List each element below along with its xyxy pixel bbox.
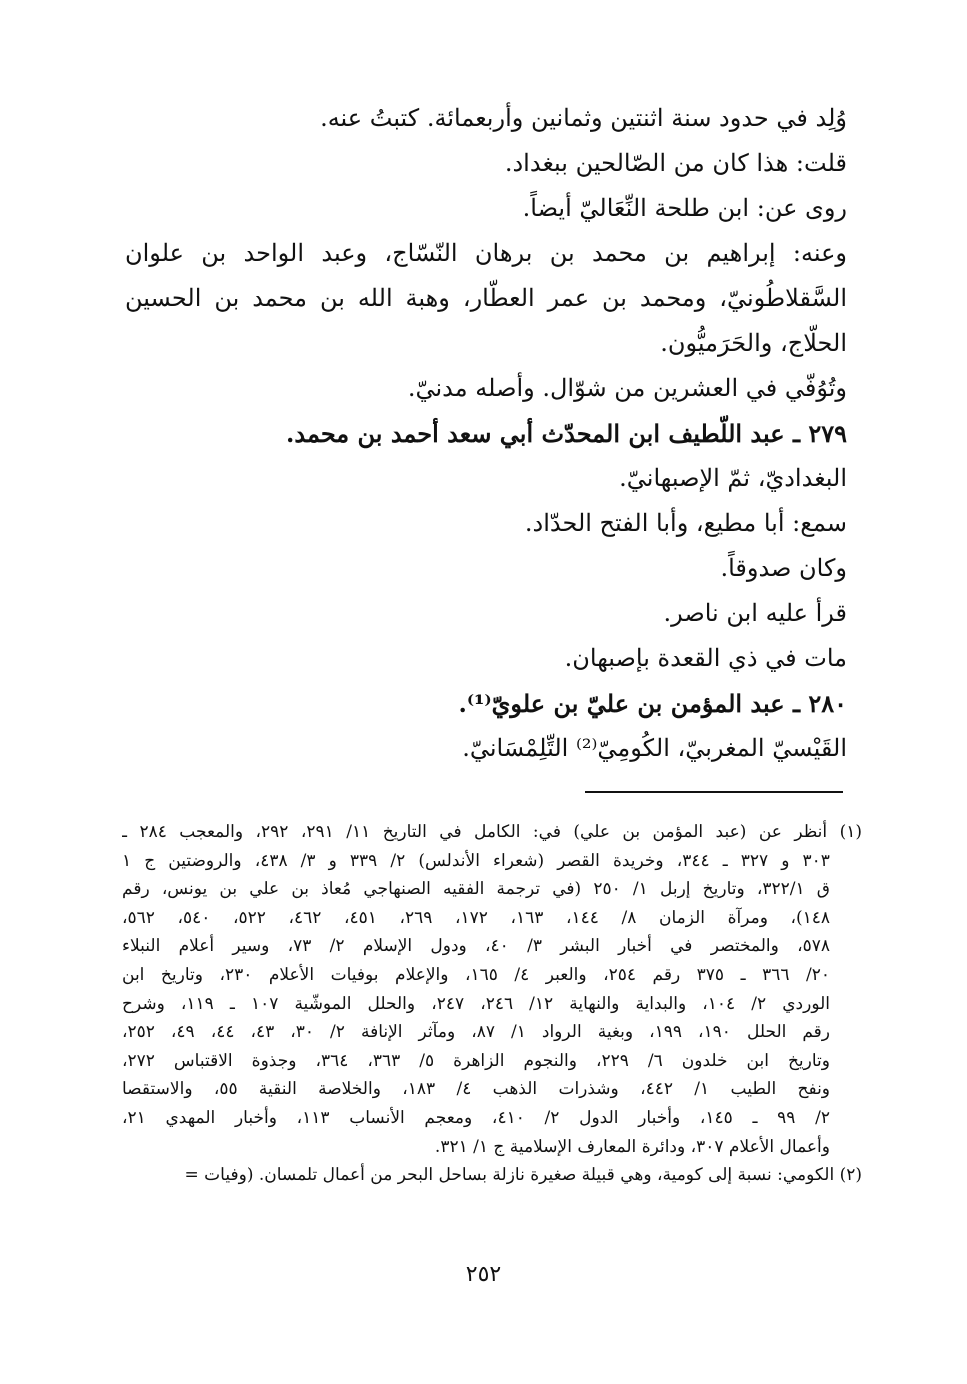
footnote-line: رقم الحلل ١٩٠، ١٩٩، وبغية الرواد ١/ ٨٧، ومآثر الإنافة ٢/ ٣٠، ٤٣، ٤٤، ٤٩، ٢٥٢، bbox=[122, 1022, 831, 1043]
text-line: وعنه: إبراهيم بن محمد بن برهان النّسّاج، وعبد الواحد بن علوان bbox=[125, 239, 847, 267]
footnote-line: وتاريخ ابن خلدون ٦/ ٢٢٩، والنجوم الزاهرة ٥/ ٣٦٣، ٣٦٤، وجذوة الاقتباس ٢٧٢، bbox=[122, 1050, 830, 1071]
text-line: مات في ذي القعدة بإصبهان. bbox=[564, 644, 847, 672]
text-line: السَّقلاطُونيّ، ومحمد بن عمر العطّار، وهبة الله بن محمد بن الحسين bbox=[125, 284, 847, 312]
footnote-line: ٣٠٣ و ٣٢٧ ـ ٣٤٤، وخريدة القصر (شعراء الأندلس) ٢/ ٣٣٩ و ٣/ ٤٣٨، والروضتين ج ١ bbox=[122, 850, 830, 871]
footnote-line: (٢) الكومي: نسبة إلى كومية، وهي قبيلة صغيرة نازلة بساحل البحر من أعمال تلمسان. (وفيات = bbox=[184, 1165, 862, 1186]
footnote-line: ١٤٨)، ومرآة الزمان ٨/ ١٤٤، ١٦٣، ١٧٢، ٢٦٩، ٤٥١، ٤٦٢، ٥٢٢، ٥٤٠، ٥٦٢، bbox=[122, 907, 831, 928]
text-line: روى عن: ابن طلحة النِّعَاليّ أيضاً. bbox=[522, 194, 847, 222]
text-line: وُلِد في حدود سنة اثنتين وثمانين وأربعمائة. كتبتُ عنه. bbox=[320, 104, 847, 132]
footnote-separator-rule bbox=[585, 791, 843, 793]
footnote-line: ٢/ ٩٩ ـ ١٤٥، وأخبار الدول ٢/ ٤١٠، ومعجم الأنساب ١١٣، وأخبار المهدي ٢١، bbox=[122, 1107, 830, 1128]
footnote-line: ونفح الطيب ١/ ٤٤٢، وشذرات الذهب ٤/ ١٨٣، والخلاصة النقية ٥٥، والاستقصا bbox=[122, 1079, 831, 1100]
text-line: البغداديّ، ثمّ الإصبهانيّ. bbox=[619, 464, 847, 492]
footnote-line: (١) أنظر عن (عبد المؤمن بن علي) في: الكامل في التاريخ ١١/ ٢٩١، ٢٩٢، والمعجب ٢٨٤ ـ bbox=[122, 822, 862, 842]
page-number: ٢٥٢ bbox=[465, 1262, 502, 1287]
text-line: وتُوُفّي في العشرين من شوّال. وأصله مدنيّ. bbox=[407, 374, 847, 402]
text-line: سمع: أبا مطيع، وأبا الفتح الحدّاد. bbox=[524, 509, 847, 537]
footnote-line: ق ٣٢٢/١، وتاريخ إربل ١/ ٢٥٠ (في ترجمة الفقيه الصنهاجي مُعاذ بن علي بن يونس، رقم bbox=[122, 879, 830, 900]
text-line: قلت: هذا كان من الصّالحين ببغداد. bbox=[504, 149, 847, 177]
footnote-line: ٢٠/ ٣٦٦ ـ ٣٧٥ رقم ٢٥٤، والعبر ٤/ ١٦٥، والإعلام بوفيات الأعلام ٢٣٠، وتاريخ ابن bbox=[122, 964, 830, 985]
text-line: قرأ عليه ابن ناصر. bbox=[663, 599, 847, 627]
main-text-block bbox=[125, 96, 847, 771]
text-line: وكان صدوقاً. bbox=[720, 554, 847, 582]
footnotes-block bbox=[122, 818, 862, 1190]
entry-heading: ٢٨٠ ـ عبد المؤمن بن عليّ بن علويّ⁽¹⁾. bbox=[458, 689, 847, 718]
text-line: القَيْسيّ المغربيّ، الكُومِيّ⁽²⁾ التِّلِمْسَانيّ. bbox=[462, 734, 847, 762]
footnote-line: الوردي ٢/ ١٠٤، والبداية والنهاية ١٢/ ٢٤٦، ٢٤٧، والحلل الموشّية ١٠٧ ـ ١١٩، وشرح bbox=[122, 993, 831, 1014]
footnote-line: ٥٧٨، والمختصر في أخبار البشر ٣/ ٤٠، ودول الإسلام ٢/ ٧٣، وسير أعلام النبلاء bbox=[122, 936, 831, 957]
text-line: الحلّاج، والحَرَميُّون. bbox=[660, 329, 847, 357]
footnote-line: وأعمال الأعلام ٣٠٧، ودائرة المعارف الإسلامية ج ١/ ٣٢١. bbox=[434, 1136, 830, 1157]
entry-heading: ٢٧٩ ـ عبد اللّطيف ابن المحدّث أبي سعد أحمد بن محمد. bbox=[285, 419, 847, 448]
